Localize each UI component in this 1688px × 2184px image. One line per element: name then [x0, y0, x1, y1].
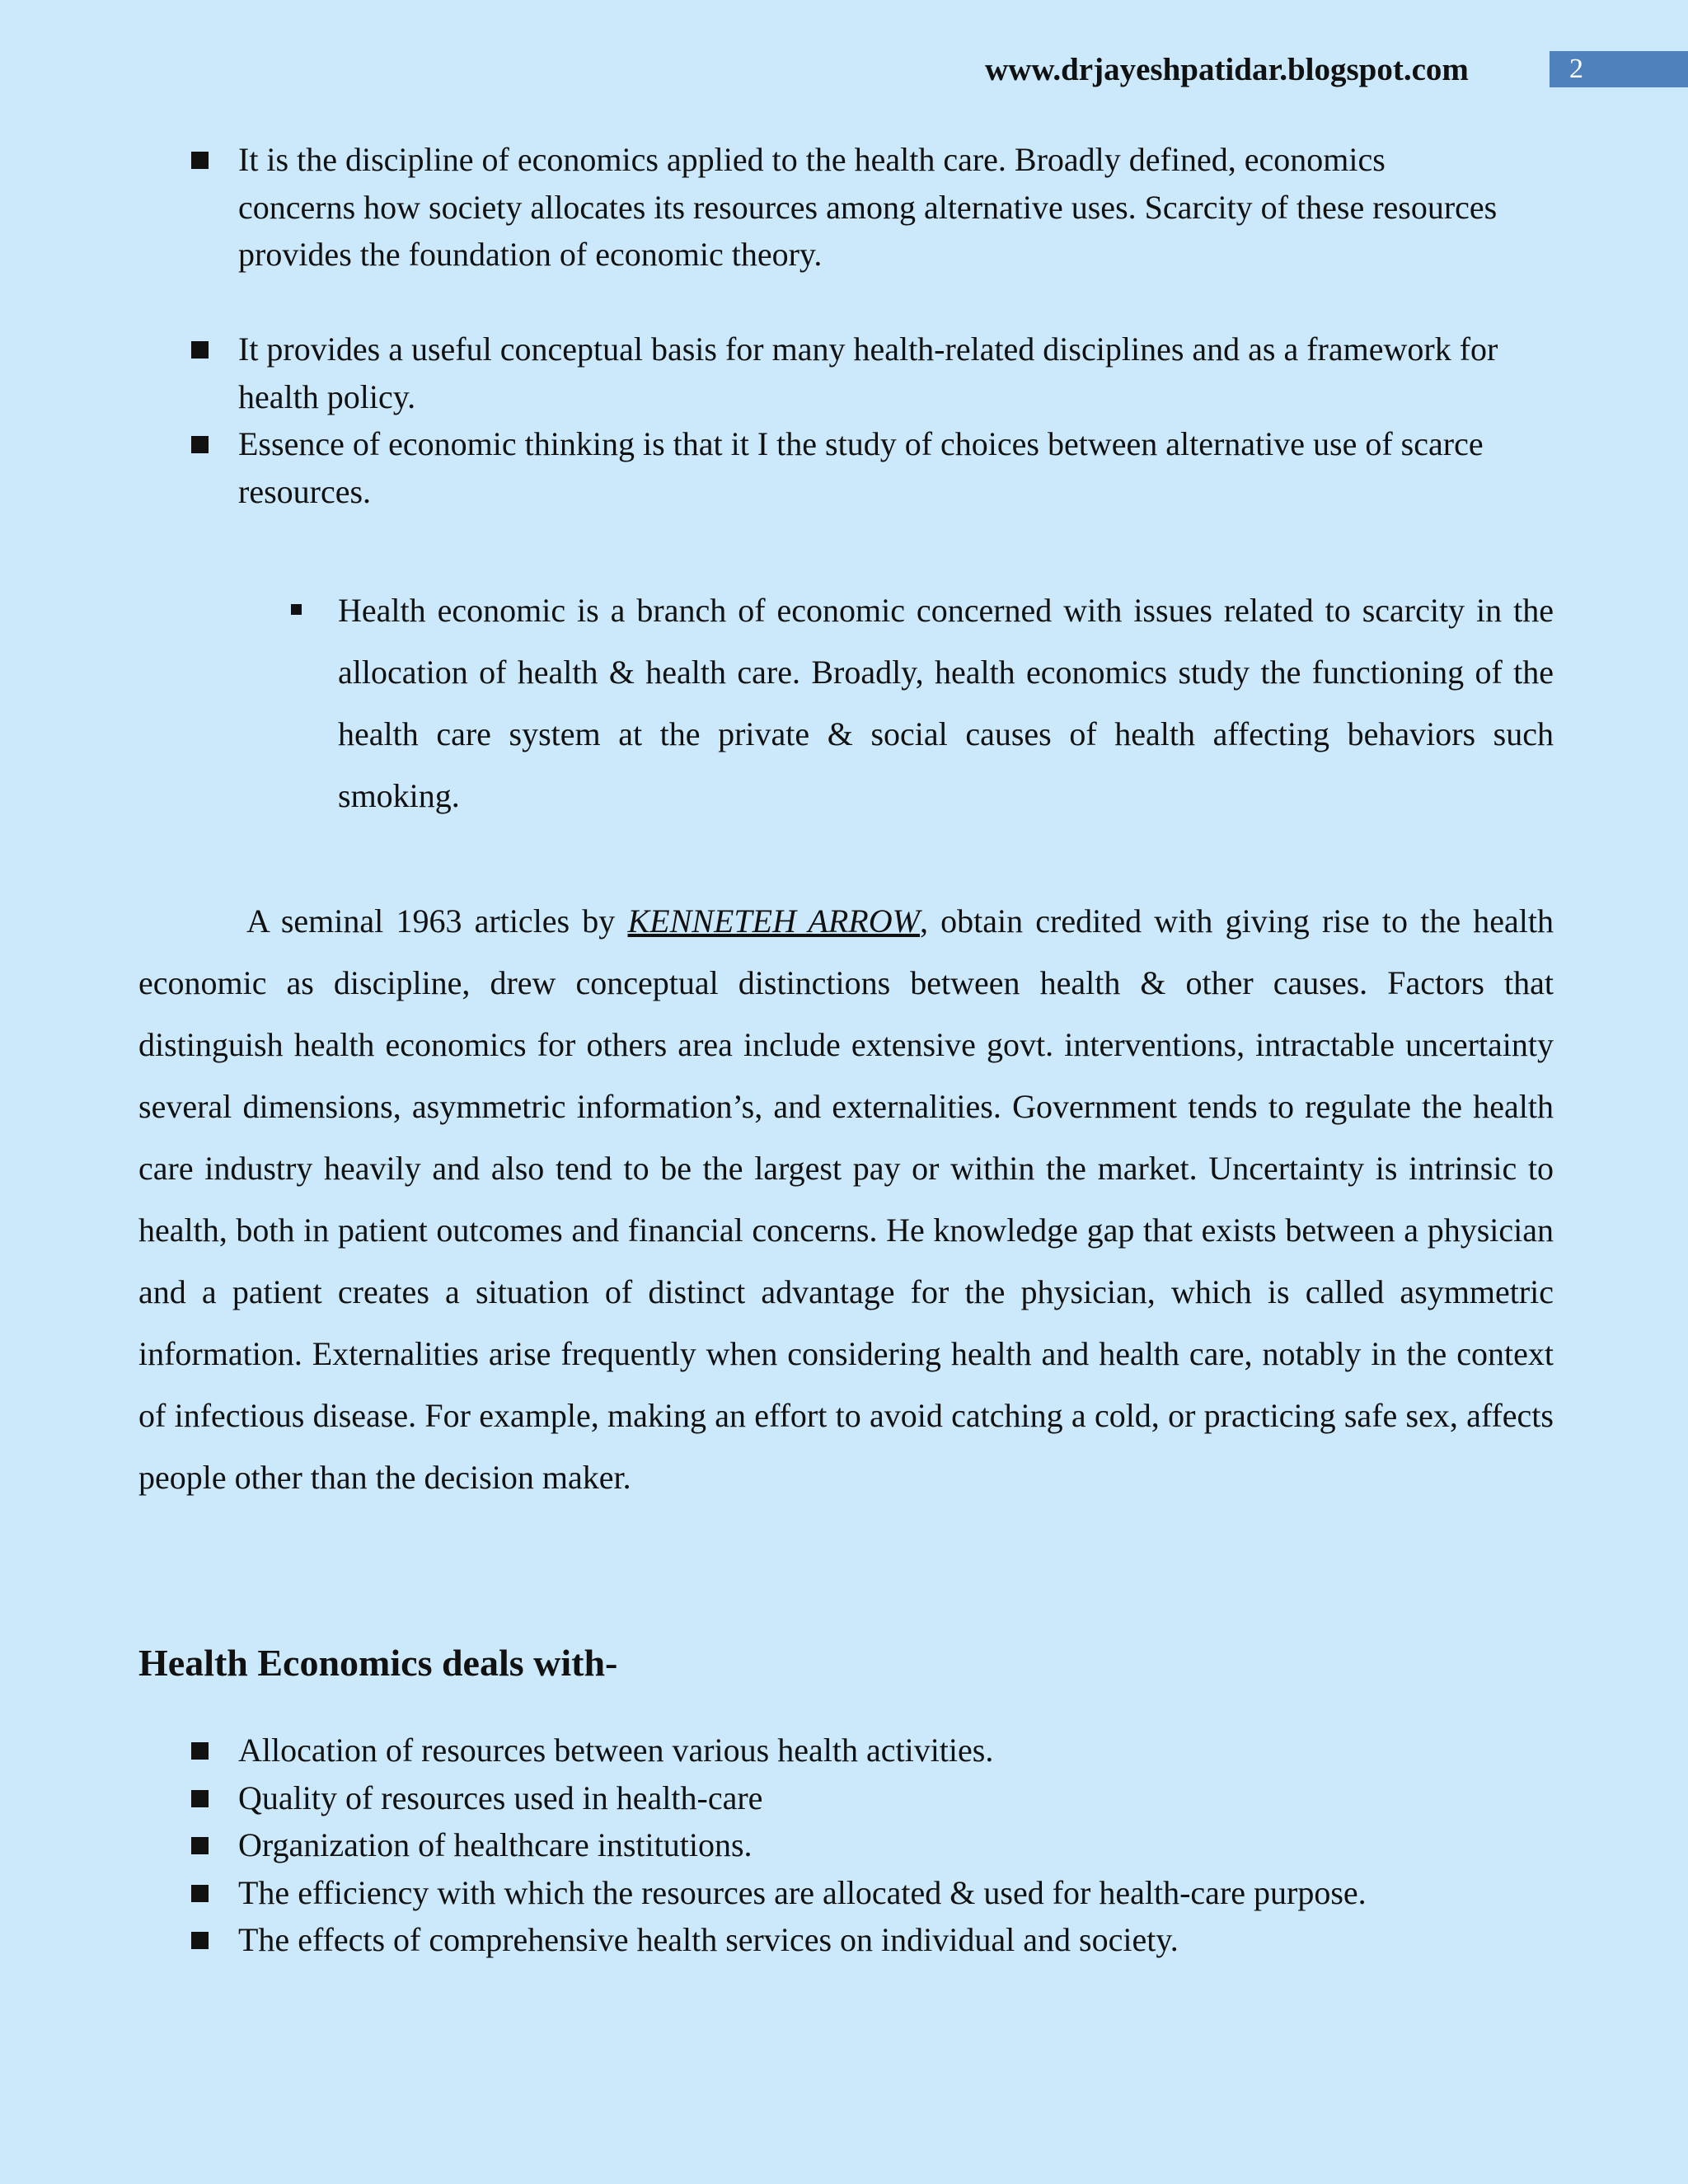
- list-item: [191, 1727, 1592, 1774]
- sub-bullet-text: Health economic is a branch of economic concerned with issues related to scarcity in the allocation of health & health care. Broadly, health economics study the functioning of the health care system at the private & social causes of health affecting behaviors such smoking.: [338, 592, 1554, 814]
- section-heading: Health Economics deals with-: [138, 1642, 618, 1684]
- arrow-paragraph: [138, 890, 1554, 1508]
- list-item-text: It is the discipline of economics applied to the health care. Broadly defined, economics concerns how society allocates its resources among alternative uses. Scarcity of these resources provides the foundation of economic theory.: [238, 141, 1498, 273]
- sub-bullet-item: [290, 579, 1554, 827]
- list-item-text: The effects of comprehensive health services on individual and society.: [238, 1921, 1179, 1958]
- list-item: [191, 136, 1510, 279]
- intro-bullet-list-second: [191, 326, 1526, 515]
- list-item-text: It provides a useful conceptual basis for many health-related disciplines and as a framework for health policy.: [238, 330, 1498, 415]
- square-bullet-icon: [191, 436, 209, 453]
- author-name: KENNETEH ARROW: [627, 902, 920, 940]
- list-item-text: Organization of healthcare institutions.: [238, 1826, 753, 1863]
- square-bullet-icon: [191, 1742, 209, 1760]
- list-item: [191, 1774, 1592, 1822]
- list-item: [191, 420, 1526, 515]
- list-item-text: The efficiency with which the resources are allocated & used for health-care purpose.: [238, 1873, 1367, 1911]
- page-number-badge: 2: [1550, 51, 1688, 87]
- list-item: [191, 1916, 1592, 1964]
- square-bullet-icon: [191, 1885, 209, 1902]
- paragraph-body-text: , obtain credited with giving rise to the health economic as discipline, drew conceptual distinctions between health & other causes. Factors that distinguish health economics for others area include extensive govt. interventions, intractable uncertainty several dimensions, asymmetric information’s, and externalities. Government tends to regulate the health care industry heavily and also tend to be the largest pay or within the market. Uncertainty is intrinsic to health, both in patient outcomes and financial concerns. He knowledge gap that exists between a physician and a patient creates a situation of distinct advantage for the physician, which is called asymmetric information. Externalities arise frequently when considering health and health care, notably in the context of infectious disease. For example, making an effort to avoid catching a cold, or practicing safe sex, affects people other than the decision maker.: [138, 902, 1554, 1496]
- small-square-bullet-icon: [291, 604, 302, 615]
- sub-bullet-list: [290, 579, 1554, 827]
- square-bullet-icon: [191, 152, 209, 169]
- list-item: [191, 1869, 1592, 1917]
- deals-with-list: [191, 1727, 1592, 1964]
- square-bullet-icon: [191, 1837, 209, 1854]
- square-bullet-icon: [191, 1932, 209, 1949]
- square-bullet-icon: [191, 1790, 209, 1807]
- list-item: [191, 326, 1526, 420]
- list-item-text: Allocation of resources between various health activities.: [238, 1732, 994, 1769]
- header-url[interactable]: www.drjayeshpatidar.blogspot.com: [985, 52, 1469, 87]
- list-item-text: Essence of economic thinking is that it I the study of choices between alternative use of scarce resources.: [238, 425, 1484, 510]
- intro-bullet-list-first: [191, 136, 1510, 279]
- list-item: [191, 1821, 1592, 1869]
- paragraph-intro-text: A seminal 1963 articles by: [246, 902, 628, 940]
- square-bullet-icon: [191, 341, 209, 359]
- list-item-text: Quality of resources used in health-care: [238, 1779, 763, 1816]
